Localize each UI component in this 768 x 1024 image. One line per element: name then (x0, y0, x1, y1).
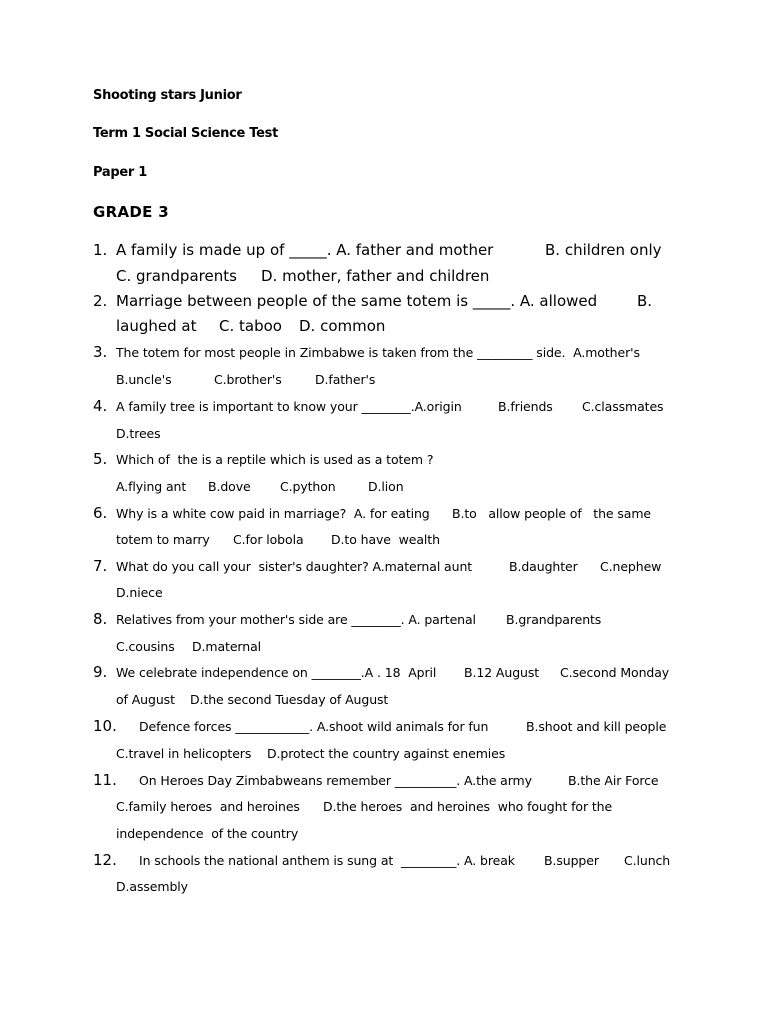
question-text: Why is a white cow paid in marriage? A. for eating (116, 506, 430, 521)
question-text: The totem for most people in Zimbabwe is taken from the _________ side. A.mother's (116, 345, 640, 360)
answer-option: D.to have wealth (331, 532, 440, 547)
question-line (139, 773, 532, 788)
answer-option: B.uncle's (116, 372, 172, 387)
question-line (280, 479, 336, 494)
question-line (624, 853, 670, 868)
question-line (116, 532, 210, 547)
question-number: 2. (93, 292, 108, 310)
question-line (116, 665, 436, 680)
question-line (498, 399, 553, 414)
question-line (368, 479, 404, 494)
question-line (544, 853, 599, 868)
answer-option: B.grandparents (506, 612, 602, 627)
question-text: On Heroes Day Zimbabweans remember __________. A.the army (139, 773, 532, 788)
answer-option: C.second Monday (560, 665, 670, 680)
question-line (116, 506, 430, 521)
question-line (219, 317, 282, 335)
answer-option: C.nephew (600, 559, 662, 574)
question-line (116, 479, 186, 494)
answer-option: C. grandparents (116, 267, 237, 285)
question-line (116, 639, 175, 654)
question-line (233, 532, 304, 547)
question-text: In schools the national anthem is sung at _________. A. break (139, 853, 515, 868)
answer-option: C.brother's (214, 372, 282, 387)
grade-label: GRADE 3 (93, 203, 169, 221)
answer-option: C.family heroes and heroines (116, 799, 300, 814)
question-line (214, 372, 282, 387)
question-line (116, 826, 298, 841)
question-number: 7. (93, 557, 108, 575)
answer-option: D.father's (315, 372, 376, 387)
question-number: 8. (93, 610, 108, 628)
question-line (208, 479, 251, 494)
answer-option: B.friends (498, 399, 553, 414)
question-line (582, 399, 663, 414)
question-text: Relatives from your mother's side are ________. A. partenal (116, 612, 476, 627)
question-line (261, 267, 489, 285)
answer-option: B.12 August (464, 665, 540, 680)
question-line (464, 665, 539, 680)
question-text: A family tree is important to know your ________.A.origin (116, 399, 462, 414)
question-number: 4. (93, 397, 108, 415)
school-name: Shooting stars Junior (93, 88, 242, 103)
question-line (116, 612, 476, 627)
question-line (506, 612, 601, 627)
question-line (116, 267, 237, 285)
question-line (116, 372, 171, 387)
question-number: 6. (93, 504, 108, 522)
answer-option: B.shoot and kill people (526, 719, 667, 734)
question-line (116, 345, 640, 360)
question-line (267, 746, 505, 761)
question-line (452, 506, 651, 521)
question-line (509, 559, 578, 574)
paper-label: Paper 1 (93, 165, 147, 180)
question-line (190, 692, 388, 707)
answer-option: B.daughter (509, 559, 578, 574)
question-line (323, 799, 612, 814)
answer-option: independence of the country (116, 826, 299, 841)
answer-option: D.the second Tuesday of August (190, 692, 389, 707)
question-line (116, 399, 462, 414)
answer-option: C.cousins (116, 639, 175, 654)
answer-option: D.maternal (192, 639, 262, 654)
question-text: Which of the is a reptile which is used as a totem ? (116, 452, 434, 467)
answer-option: C.travel in helicopters (116, 746, 252, 761)
question-line (116, 317, 197, 335)
answer-option: A.flying ant (116, 479, 187, 494)
answer-option: D.protect the country against enemies (267, 746, 506, 761)
answer-option: D.niece (116, 585, 163, 600)
question-line (192, 639, 261, 654)
question-text: A family is made up of _____. A. father and mother (116, 241, 494, 259)
answer-option: D. common (299, 317, 386, 335)
question-text: totem to marry (116, 532, 210, 547)
question-line (315, 372, 375, 387)
question-number: 3. (93, 343, 108, 361)
question-number: 1. (93, 241, 108, 259)
answer-option: B.dove (208, 479, 251, 494)
question-line (116, 559, 472, 574)
question-line (116, 452, 433, 467)
test-title: Term 1 Social Science Test (93, 126, 278, 141)
question-number: 10. (93, 717, 117, 735)
answer-option: C.lunch (624, 853, 671, 868)
question-line (116, 241, 493, 259)
question-line (600, 559, 661, 574)
answer-option: B. (637, 292, 653, 310)
question-text: Defence forces ____________. A.shoot wild animals for fun (139, 719, 489, 734)
question-line (139, 853, 515, 868)
question-line (116, 879, 188, 894)
question-line (116, 692, 175, 707)
answer-option: C.for lobola (233, 532, 304, 547)
question-line (116, 799, 300, 814)
answer-option: C.classmates (582, 399, 664, 414)
question-line (116, 585, 163, 600)
answer-option: C. taboo (219, 317, 282, 335)
answer-option: of August (116, 692, 175, 707)
question-line (299, 317, 385, 335)
answer-option: D. mother, father and children (261, 267, 490, 285)
question-number: 11. (93, 771, 117, 789)
question-line (116, 292, 597, 310)
answer-option: D.lion (368, 479, 404, 494)
question-number: 9. (93, 663, 108, 681)
question-line (560, 665, 669, 680)
question-line (545, 241, 662, 259)
answer-option: B.to allow people of the same (452, 506, 652, 521)
question-line (331, 532, 440, 547)
answer-option: D.assembly (116, 879, 188, 894)
question-number: 5. (93, 450, 108, 468)
question-line (116, 426, 161, 441)
question-text: We celebrate independence on ________.A . 18 April (116, 665, 437, 680)
question-line (526, 719, 666, 734)
question-line (568, 773, 659, 788)
question-number: 12. (93, 851, 117, 869)
answer-option: D.trees (116, 426, 161, 441)
question-line (139, 719, 488, 734)
question-line (637, 292, 652, 310)
answer-option: B.supper (544, 853, 599, 868)
question-text: What do you call your sister's daughter? A.maternal aunt (116, 559, 473, 574)
answer-option: laughed at (116, 317, 197, 335)
question-text: Marriage between people of the same totem is _____. A. allowed (116, 292, 598, 310)
answer-option: D.the heroes and heroines who fought for the (323, 799, 613, 814)
question-line (116, 746, 251, 761)
answer-option: C.python (280, 479, 336, 494)
answer-option: B.the Air Force (568, 773, 659, 788)
answer-option: B. children only (545, 241, 662, 259)
